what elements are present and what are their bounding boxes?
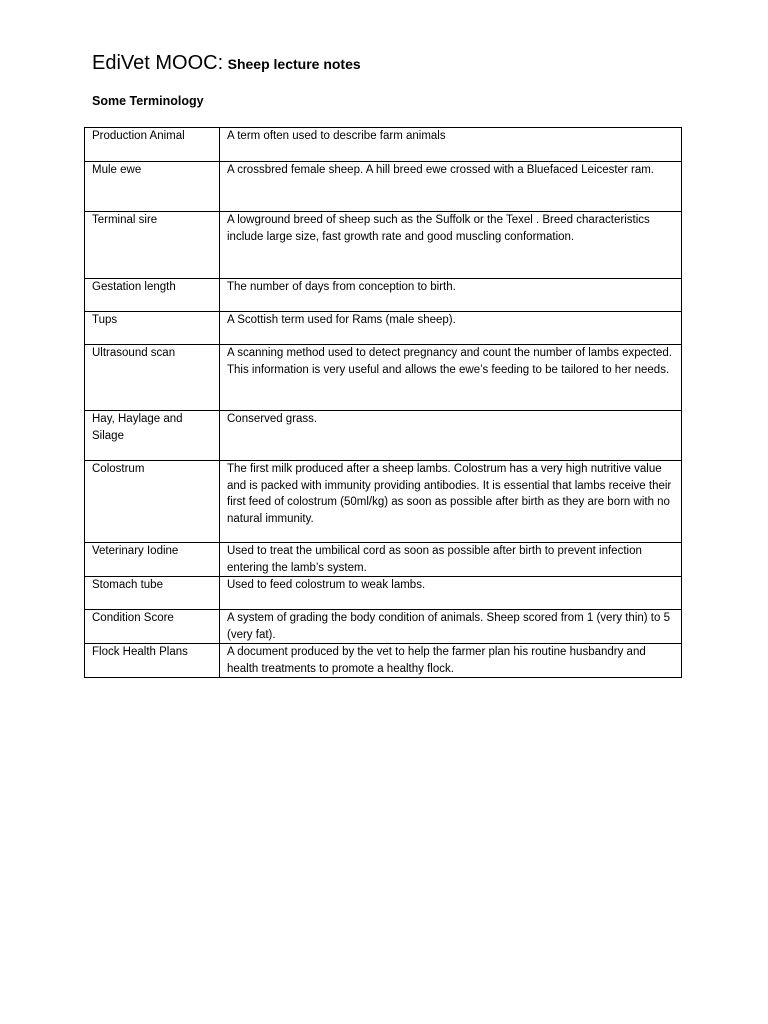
- table-row: [85, 162, 682, 212]
- definition-cell: A scanning method used to detect pregnancy and count the number of lambs expected. This information is very useful and allows the ewe’s feeding to be tailored to her needs.: [220, 345, 682, 411]
- term-cell: Condition Score: [85, 610, 220, 644]
- definition-cell: A Scottish term used for Rams (male sheep).: [220, 312, 682, 345]
- term-cell: Terminal sire: [85, 212, 220, 279]
- definition-cell: A system of grading the body condition of animals. Sheep scored from 1 (very thin) to 5 (very fat).: [220, 610, 682, 644]
- definition-cell: Conserved grass.: [220, 411, 682, 461]
- term-cell: Ultrasound scan: [85, 345, 220, 411]
- table-row: [85, 128, 682, 162]
- term-cell: Mule ewe: [85, 162, 220, 212]
- term-cell: Gestation length: [85, 279, 220, 312]
- definition-cell: A lowground breed of sheep such as the Suffolk or the Texel . Breed characteristics include large size, fast growth rate and good muscling conformation.: [220, 212, 682, 279]
- table-row: [85, 577, 682, 610]
- definition-cell: A document produced by the vet to help the farmer plan his routine husbandry and health treatments to promote a healthy flock.: [220, 644, 682, 678]
- table-row: [85, 543, 682, 577]
- table-row: [85, 212, 682, 279]
- terminology-table: [84, 127, 682, 678]
- table-row: [85, 461, 682, 543]
- table-row: [85, 279, 682, 312]
- term-cell: Stomach tube: [85, 577, 220, 610]
- definition-cell: A term often used to describe farm animals: [220, 128, 682, 162]
- table-row: [85, 312, 682, 345]
- section-heading: Some Terminology: [92, 94, 204, 108]
- term-cell: Colostrum: [85, 461, 220, 543]
- term-cell: Tups: [85, 312, 220, 345]
- definition-cell: The first milk produced after a sheep lambs. Colostrum has a very high nutritive value and is packed with immunity providing antibodies. It is essential that lambs receive their first feed of colostrum (50ml/kg) as soon as possible after birth as they are born with no natural immunity.: [220, 461, 682, 543]
- term-cell: Production Animal: [85, 128, 220, 162]
- title-subtitle: Sheep lecture notes: [227, 56, 361, 72]
- definition-cell: Used to treat the umbilical cord as soon as possible after birth to prevent infection entering the lamb’s system.: [220, 543, 682, 577]
- table-row: [85, 644, 682, 678]
- term-cell: Hay, Haylage and Silage: [85, 411, 220, 461]
- definition-cell: A crossbred female sheep. A hill breed ewe crossed with a Bluefaced Leicester ram.: [220, 162, 682, 212]
- term-cell: Veterinary Iodine: [85, 543, 220, 577]
- definition-cell: The number of days from conception to birth.: [220, 279, 682, 312]
- table-row: [85, 411, 682, 461]
- table-row: [85, 610, 682, 644]
- title-brand: EdiVet MOOC:: [92, 52, 224, 74]
- definition-cell: Used to feed colostrum to weak lambs.: [220, 577, 682, 610]
- table-row: [85, 345, 682, 411]
- term-cell: Flock Health Plans: [85, 644, 220, 678]
- document-title: [92, 53, 361, 73]
